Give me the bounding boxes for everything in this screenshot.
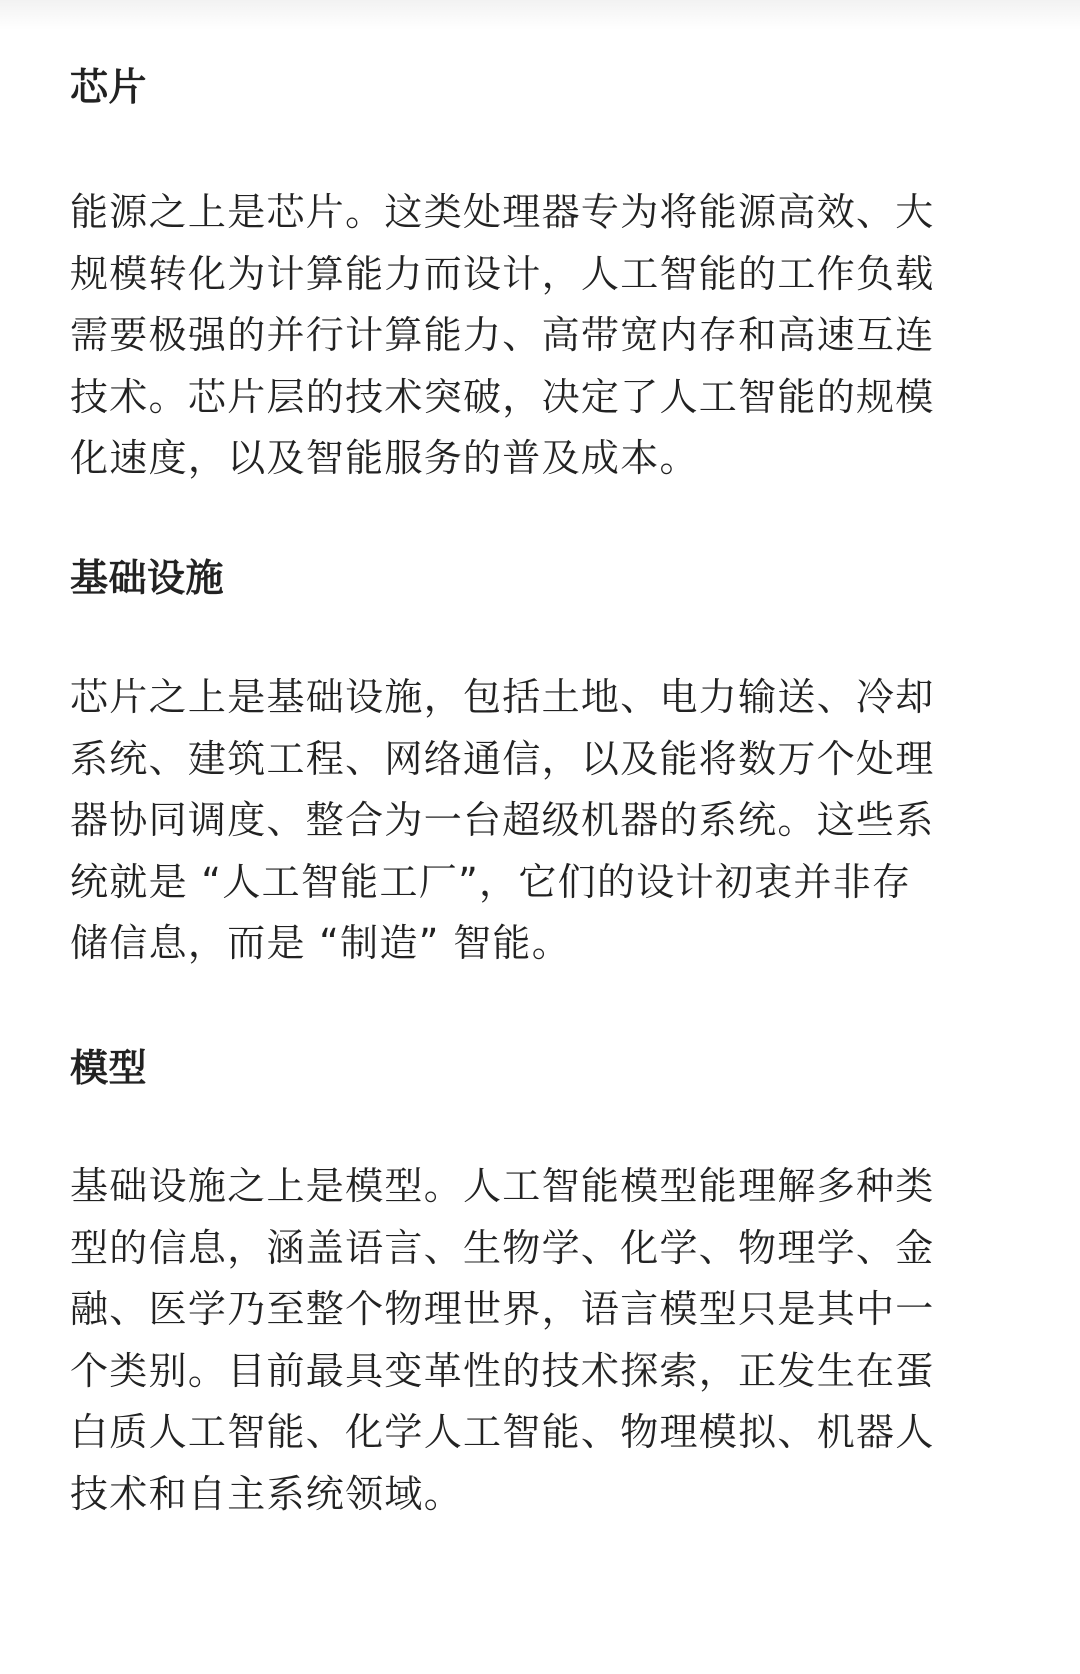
paragraph-line: 规模转化为计算能力而设计，人工智能的工作负载 [70,251,935,296]
paragraph-line: 能源之上是芯片。这类处理器专为将能源高效、大 [70,190,935,234]
paragraph-line: 化速度，以及智能服务的普及成本。 [70,436,699,480]
paragraph-line: 个类别。目前最具变革性的技术探索，正发生在蛋 [70,1348,935,1393]
paragraph-line: 白质人工智能、化学人工智能、物理模拟、机器人 [70,1410,935,1454]
section-title-chips: 芯片 [70,65,148,109]
paragraph-line: 型的信息，涵盖语言、生物学、化学、物理学、金 [70,1225,935,1270]
paragraph-infrastructure [70,667,1010,975]
paragraph-line: 储信息，而是 “制造” 智能。 [70,921,572,965]
paragraph-line: 技术。芯片层的技术突破，决定了人工智能的规模 [70,374,935,419]
paragraph-models [70,1156,1010,1525]
paragraph-chips [70,182,1010,490]
section-title-models: 模型 [70,1046,148,1090]
paragraph-line: 技术和自主系统领域。 [70,1471,464,1516]
paragraph-line: 需要极强的并行计算能力、高带宽内存和高速互连 [70,313,935,357]
paragraph-line: 统就是 “人工智能工厂”，它们的设计初衷并非存 [70,859,912,904]
paragraph-line: 基础设施之上是模型。人工智能模型能理解多种类 [70,1164,935,1208]
paragraph-line: 器协同调度、整合为一台超级机器的系统。这些系 [70,798,935,842]
paragraph-line: 融、医学乃至整个物理世界，语言模型只是其中一 [70,1287,935,1331]
paragraph-line: 芯片之上是基础设施，包括土地、电力输送、冷却 [70,675,935,719]
top-shadow [0,0,1080,30]
section-title-infrastructure: 基础设施 [70,556,225,600]
paragraph-line: 系统、建筑工程、网络通信，以及能将数万个处理 [70,736,935,781]
